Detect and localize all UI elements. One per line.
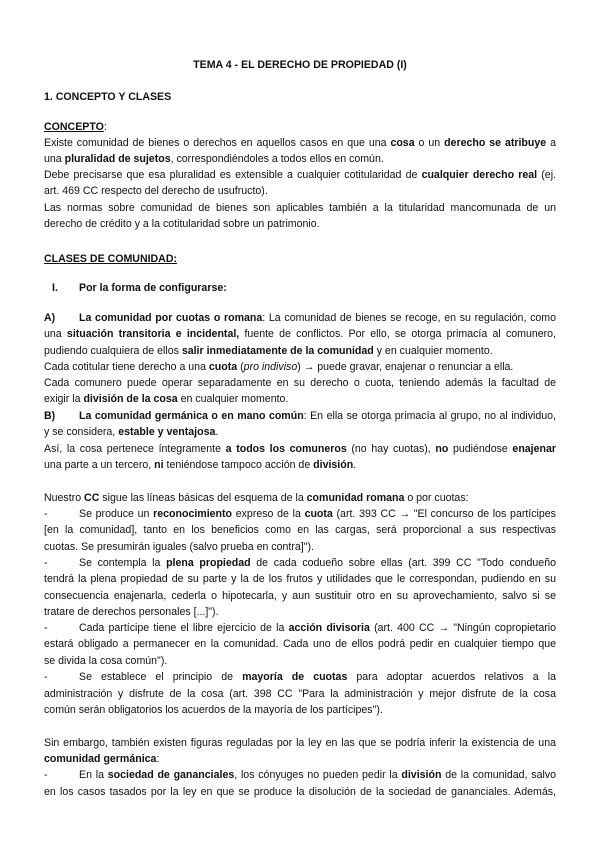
paragraph-line: En la sociedad de gananciales, los cónyuges no pueden pedir la división de la comunidad, salvo bbox=[79, 769, 557, 781]
paragraph-line: Se establece el principio de mayoría de cuotas para adoptar acuerdos relativos a la bbox=[79, 671, 556, 683]
clases-heading: CLASES DE COMUNIDAD: bbox=[44, 253, 178, 265]
paragraph-line: La comunidad por cuotas o romana: La comunidad de bienes se recoge, en su regulación, como bbox=[79, 312, 556, 324]
paragraph-line: Cada comunero puede operar separadamente en su derecho o cuota, teniendo además la facultad de bbox=[44, 377, 556, 389]
paragraph-line: Las normas sobre comunidad de bienes son aplicables también a la titularidad mancomunada de un bbox=[44, 202, 556, 214]
list-dash: - bbox=[44, 769, 48, 781]
concepto-heading: CONCEPTO: bbox=[44, 121, 107, 133]
list-marker: B) bbox=[44, 410, 56, 422]
list-dash: - bbox=[44, 671, 48, 683]
paragraph-line: estará obligado a permanecer en la comunidad. Cada uno de ellos podrá pedir en cualquier tiempo que bbox=[44, 638, 556, 650]
paragraph-line: una parte a un tercero, ni teniéndose tampoco acción de división. bbox=[44, 459, 357, 471]
section-heading: 1. CONCEPTO Y CLASES bbox=[44, 91, 172, 103]
paragraph-line: art. 469 CC respecto del derecho de usufructo). bbox=[44, 185, 268, 197]
list-dash: - bbox=[44, 557, 48, 569]
paragraph-line: una situación transitoria e incidental, fuente de conflictos. Por ello, se otorga primacía al comunero, bbox=[44, 328, 557, 340]
list-number: I. bbox=[52, 282, 58, 294]
paragraph-line: Cada cotitular tiene derecho a una cuota (pro indiviso) → puede gravar, enajenar o renunciar a ella. bbox=[44, 361, 514, 373]
paragraph-line: Cada partícipe tiene el libre ejercicio de la acción divisoria (art. 400 CC → "Ningún copropietario bbox=[79, 622, 557, 634]
paragraph-line: Se contempla la plena propiedad de cada codueño sobre ellas (art. 399 CC "Todo condueño bbox=[79, 557, 556, 569]
paragraph-line: se divida la cosa común"). bbox=[44, 655, 168, 667]
paragraph-line: [en la comunidad], tanto en los beneficios como en las cargas, será proporcional a sus respectivas bbox=[44, 524, 556, 536]
paragraph-line: Sin embargo, también existen figuras reguladas por la ley en las que se podría inferir la existencia de una bbox=[44, 737, 556, 749]
paragraph-line: Debe precisarse que esa pluralidad es extensible a cualquier cotitularidad de cualquier derecho real (ej. bbox=[44, 169, 556, 181]
paragraph-line: comunidad germánica: bbox=[44, 753, 160, 765]
paragraph-line: consecuencia enajenarla, cederla o hipotecarla, y aun sustituir otro en su aprovechamiento, salvo si se bbox=[44, 590, 556, 602]
list-marker: A) bbox=[44, 312, 56, 324]
paragraph-line: administración y disfrute de la cosa (art. 398 CC "Para la administración y mejor disfrute de la cosa bbox=[44, 688, 556, 700]
paragraph-line: Existe comunidad de bienes o derechos en aquellos casos en que una cosa o un derecho se atribuye a bbox=[44, 137, 556, 149]
paragraph-line: y se considera, estable y ventajosa. bbox=[44, 426, 219, 438]
paragraph-line: pudiendo cualquiera de ellos salir inmediatamente de la comunidad y en cualquier momento. bbox=[44, 345, 493, 357]
paragraph-line: exigir la división de la cosa en cualquier momento. bbox=[44, 393, 289, 405]
paragraph-line: tratare de derechos personales [...]"). bbox=[44, 606, 219, 618]
paragraph-line: común serán obligatorios los acuerdos de la mayoría de los partícipes"). bbox=[44, 704, 383, 716]
paragraph-line: derecho de crédito y a la cotitularidad sobre un patrimonio. bbox=[44, 218, 320, 230]
paragraph-line: en los casos tasados por la ley en que se produce la disolución de la sociedad de gananciales. Además, bbox=[44, 786, 556, 798]
list-dash: - bbox=[44, 622, 48, 634]
list-item-heading: Por la forma de configurarse: bbox=[79, 282, 227, 294]
paragraph-line: tendrá la plena propiedad de su parte y la de los frutos y utilidades que le correspondan, pudiendo en su bbox=[44, 573, 556, 585]
doc-title: TEMA 4 - EL DERECHO DE PROPIEDAD (I) bbox=[193, 59, 407, 71]
list-dash: - bbox=[44, 508, 48, 520]
paragraph-line: La comunidad germánica o en mano común: En ella se otorga primacía al grupo, no al individuo, bbox=[79, 410, 556, 422]
paragraph-line: Nuestro CC sigue las líneas básicas del esquema de la comunidad romana o por cuotas: bbox=[44, 492, 469, 504]
paragraph-line: una pluralidad de sujetos, correspondiéndoles a todos ellos en común. bbox=[44, 153, 384, 165]
paragraph-line: Así, la cosa pertenece íntegramente a todos los comuneros (no hay cuotas), no pudiéndose enajenar bbox=[44, 443, 556, 455]
paragraph-line: Se produce un reconocimiento expreso de la cuota (art. 393 CC → "El concurso de los partícipes bbox=[79, 508, 556, 520]
paragraph-line: cuotas. Se presumirán iguales (salvo prueba en contra]"). bbox=[44, 541, 314, 553]
